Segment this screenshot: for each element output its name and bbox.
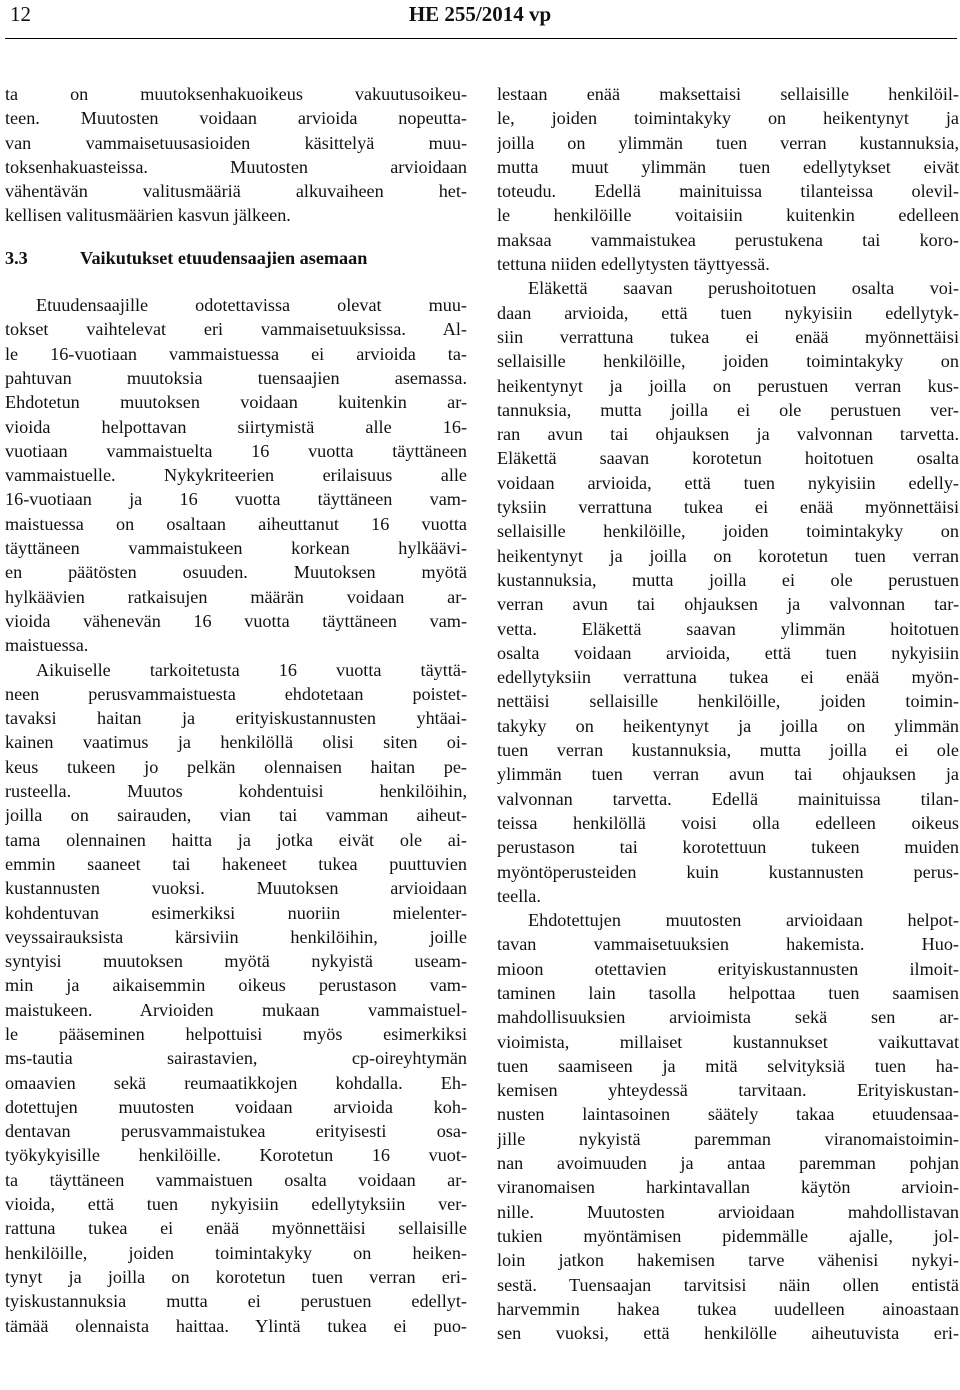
text-line: 16-vuotiaan ja 16 vuotta täyttäneen vam- (5, 489, 467, 510)
text-line: Ehdotettujen muutosten arvioidaan helpot- (528, 910, 959, 931)
text-line: le pääseminen helpottuisi myös esimerkiksi (5, 1023, 467, 1044)
text-line: myöntöperusteiden kuin kustannusten perus- (497, 861, 959, 882)
text-line: viranomaisen harkintavallan käytön arvioin- (497, 1177, 959, 1198)
text-line: le, joiden toimintakyky on heikentynyt ja (497, 108, 959, 129)
text-line: vähentävän valitusmääriä alkuvaiheen het- (5, 181, 467, 202)
paragraph-intro (5, 82, 467, 228)
text-line: dentavan perusvammaistukea erityisesti osa- (5, 1121, 467, 1142)
text-line: vioida, että tuen nykyisiin edellytyksiin ver- (5, 1194, 467, 1215)
text-line: nettäisi sellaisille henkilöille, joiden toimin- (497, 691, 959, 712)
text-line: teella. (497, 885, 541, 906)
text-line: nan avoimuuden ja antaa paremman pohjan (497, 1153, 959, 1174)
text-line: perustason tai korotettuun tukeen muiden (497, 837, 959, 858)
text-line: vuotiaan vammaistuelta 16 vuotta täyttäneen (5, 440, 467, 461)
text-line: taminen lain tasolla helpottaa tuen saamisen (497, 982, 959, 1003)
text-line: vioida vähenevän 16 vuotta täyttäneen vam- (5, 610, 467, 631)
text-line: loin jatkon hakemisen tarve vähenisi nykyi- (497, 1250, 959, 1271)
text-line: tannuksia, mutta joilla ei ole perustuen ver- (497, 399, 959, 420)
text-line: syntyisi muutoksen myötä nykyistä useam- (5, 951, 467, 972)
text-line: tynyt ja joilla on korotetun tuen verran eri- (5, 1266, 467, 1287)
text-line: tuen verran kustannuksia, mutta joilla ei ole (497, 740, 959, 761)
text-line: rattuna tukea ei enää myönnettäisi sellaisille (5, 1218, 467, 1239)
text-line: ylimmän tuen verran avun tai ohjauksen ja (497, 764, 959, 785)
text-line: mahdollisuuksien arvioimista sekä sen ar- (497, 1007, 959, 1028)
paragraph (497, 276, 959, 908)
text-line: en päätösten osuuden. Muutoksen myötä (5, 562, 467, 583)
text-line: lestaan enää maksettaisi sellaisille henkilöil- (497, 84, 959, 104)
text-line: nille. Muutosten arvioidaan mahdollistavan (497, 1201, 959, 1222)
text-line: van vammaisetuusasioiden käsittelyä muu- (5, 132, 467, 153)
text-line: vetta. Eläkettä saavan ylimmän hoitotuen (497, 618, 959, 639)
text-line: ms-tautia sairastavien, cp-oireyhtymän (5, 1048, 467, 1069)
spacer (5, 228, 467, 246)
text-line: osalta voidaan arvioida, että tuen nykyisiin (497, 642, 959, 663)
text-line: joilla on sairauden, vian tai vamman aiheut- (5, 805, 467, 826)
text-line: tämää olennaista haittaa. Ylintä tukea ei puo- (5, 1315, 467, 1336)
page-header (0, 0, 960, 40)
text-line: kustannusten vuoksi. Muutoksen arvioidaan (5, 878, 467, 899)
text-line: ta täyttäneen vammaistuen osalta voidaan ar- (5, 1169, 467, 1190)
header-rule (5, 38, 957, 39)
text-line: Ehdotetun muutoksen voidaan kuitenkin ar- (5, 392, 467, 413)
section-number: 3.3 (5, 247, 28, 268)
text-line: heikentynyt ja joilla on korotetun tuen verran (497, 545, 959, 566)
text-line: teissa henkilöllä voisi olla edelleen oikeus (497, 812, 959, 833)
text-line: tavan vammaisetuuksien hakemista. Huo- (497, 934, 959, 955)
text-line: teen. Muutosten voidaan arvioida nopeutta- (5, 108, 467, 129)
text-line: nusten laintasoinen säätely takaa etuudensaa- (497, 1104, 959, 1125)
text-line: Etuudensaajille odotettavissa olevat muu- (36, 295, 467, 316)
text-line: siin verrattuna tukea ei enää myönnettäisi (497, 326, 959, 347)
text-line: le henkilöille voitaisiin kuitenkin edelleen (497, 205, 959, 226)
text-line: vioida helpottavan siirtymistä alle 16- (5, 416, 467, 437)
section-heading (5, 246, 467, 270)
paragraph (5, 293, 467, 657)
text-line: kustannuksia, mutta joilla ei ole perustuen (497, 569, 959, 590)
text-line: tuen saamiseen ja mitä selvityksiä tuen ha- (497, 1055, 959, 1076)
paragraph (497, 82, 959, 276)
text-line: le 16-vuotiaan vammaistuessa ei arvioida ta- (5, 343, 467, 364)
text-line: veyssairauksista kärsiviin henkilöihin, joille (5, 926, 467, 947)
text-line: verran avun tai ohjauksen ja valvonnan tar- (497, 594, 959, 615)
text-line: vioimista, millaiset kustannukset vaikuttavat (497, 1031, 959, 1052)
text-line: tettuna niiden edellytysten täyttyessä. (497, 254, 770, 275)
text-line: tama olennainen haitta ja jotka eivät ole ai- (5, 829, 467, 850)
text-line: harvemmin hakea tukea uudelleen ainoastaan (497, 1298, 959, 1319)
text-line: kohdentuvan esimerkiksi nuoriin mielenter- (5, 902, 467, 923)
text-line: takyky on heikentynyt ja joilla on ylimmän (497, 715, 959, 736)
text-line: min ja aikaisemmin oikeus perustason vam- (5, 975, 467, 996)
text-line: mioon otettavien erityiskustannusten ilmoit- (497, 958, 959, 979)
text-line: omaavien sekä reumaatikkojen kohdalla. Eh- (5, 1072, 467, 1093)
text-line: Eläkettä saavan korotetun hoitotuen osalta (497, 448, 959, 469)
text-line: maistukeen. Arvioiden mukaan vammaistuel- (5, 999, 467, 1020)
right-column (497, 82, 959, 1345)
text-line: työkykyisille henkilöille. Korotetun 16 vuot- (5, 1145, 467, 1166)
text-line: maistuessa. (5, 635, 89, 656)
text-line: jille nykyistä paremman viranomaistoimin- (497, 1128, 959, 1149)
text-line: maksaa vammaistukea perustukena tai koro- (497, 229, 959, 250)
text-line: sellaisille henkilöille, joiden toimintakyky on (497, 521, 959, 542)
text-line: neen perusvammaistuesta ehdotetaan poistet- (5, 683, 467, 704)
text-line: valvonnan tarvetta. Edellä mainituissa tilan- (497, 788, 959, 809)
text-line: daan arvioida, että tuen nykyisiin edellytyk- (497, 302, 959, 323)
text-line: dotettujen muutosten voidaan arvioida koh- (5, 1096, 467, 1117)
text-line: hylkäävien ratkaisujen määrän voidaan ar- (5, 586, 467, 607)
text-line: sellaisille henkilöille, joiden toimintakyky on (497, 351, 959, 372)
text-line: tukien myöntämisen pidemmälle ajalle, jol- (497, 1225, 959, 1246)
text-line: toteudu. Edellä mainituissa tilanteissa olevil- (497, 181, 959, 202)
text-line: kemisen yhteydessä tarvitaan. Erityiskustan- (497, 1080, 959, 1101)
text-line: emmin saaneet tai hakeneet tukea puuttuvien (5, 853, 467, 874)
text-line: keus tukeen jo pelkän olennaisen haitan pe- (5, 756, 467, 777)
text-line: ta on muutoksenhakuoikeus vakuutusoikeu- (5, 84, 467, 104)
text-line: edellytyksiin verrattuna tukea ei enää myön- (497, 667, 959, 688)
text-line: vammaistuelle. Nykykriteerien erilaisuus alle (5, 465, 467, 486)
text-line: täyttäneen vammaistukeen korkean hylkäävi- (5, 538, 467, 559)
text-line: toksenhakuasteissa. Muutosten arvioidaan (5, 156, 467, 177)
text-line: sestä. Tuensaajan tarvitsisi näin ollen entistä (497, 1274, 959, 1295)
text-line: heikentynyt ja joilla on perustuen verran kus- (497, 375, 959, 396)
text-line: mutta muut ylimmän tuen edellytykset eivät (497, 156, 959, 177)
text-line: kellisen valitusmäärien kasvun jälkeen. (5, 205, 291, 226)
text-line: voidaan arvioida, että tuen nykyisiin edelly- (497, 472, 959, 493)
text-line: tyiskustannuksia mutta ei perustuen edellyt- (5, 1291, 467, 1312)
left-column (5, 82, 467, 1338)
text-line: tokset vaihtelevat eri vammaisetuuksissa. Al- (5, 319, 467, 340)
text-line: maistuessa on osaltaan aiheuttanut 16 vuotta (5, 513, 467, 534)
text-line: tavaksi haitan ja erityiskustannusten yhtäai- (5, 708, 467, 729)
spacer (5, 270, 467, 293)
text-line: joilla on ylimmän tuen verran kustannuksia, (497, 132, 959, 153)
text-line: Eläkettä saavan perushoitotuen osalta voi- (528, 278, 959, 299)
section-title: Vaikutukset etuudensaajien asemaan (80, 247, 368, 268)
text-line: pahtuvan muutoksia tuensaajien asemassa. (5, 367, 467, 388)
page-number: 12 (10, 2, 31, 26)
text-line: sen vuoksi, että henkilölle aiheutuvista eri- (497, 1323, 959, 1344)
text-line: rusteella. Muutos kohdentuisi henkilöihin, (5, 781, 467, 802)
text-line: kainen vaatimus ja henkilöllä olisi siten oi- (5, 732, 467, 753)
paragraph (5, 658, 467, 1338)
document-id: HE 255/2014 vp (408, 2, 552, 26)
paragraph (497, 908, 959, 1345)
text-line: Aikuiselle tarkoitetusta 16 vuotta täyttä- (36, 659, 467, 680)
text-line: ran avun tai ohjauksen ja valvonnan tarvetta. (497, 424, 959, 445)
text-line: henkilöille, joiden toimintakyky on heiken- (5, 1242, 467, 1263)
text-line: tyksiin verrattuna tukea ei enää myönnettäisi (497, 497, 959, 518)
